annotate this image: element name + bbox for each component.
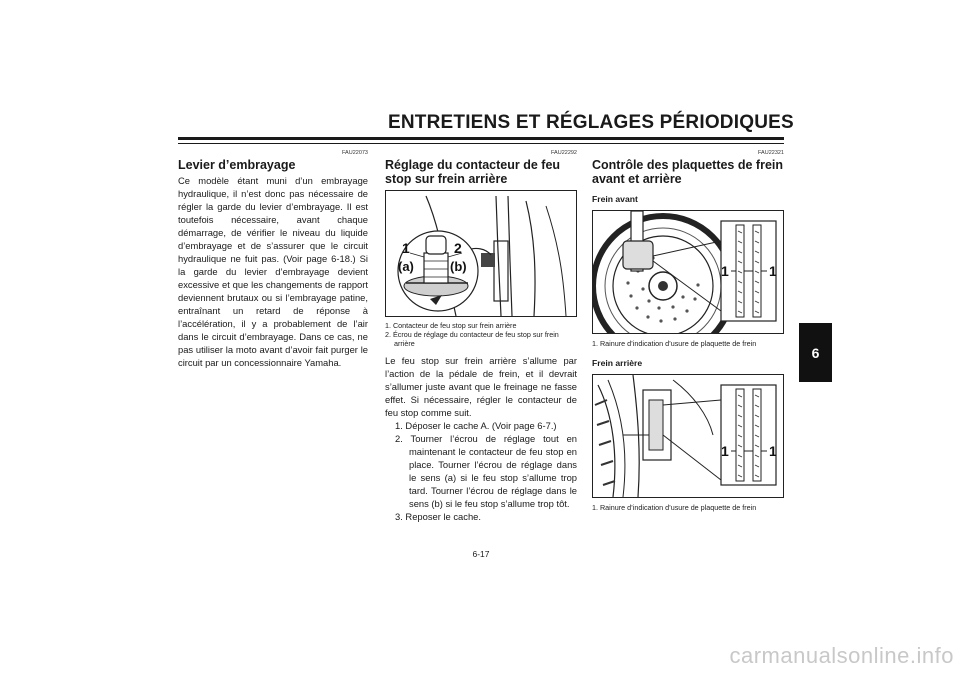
section-code: FAU22321 [758,150,784,156]
brake-switch-figure [385,190,577,317]
front-brake-illustration [593,211,783,333]
heading-line: stop sur frein arrière [385,172,508,186]
caption-item: 2. Écrou de réglage du contacteur de feu stop sur frein arrière [385,330,559,348]
caption-item: 1. Rainure d’indication d’usure de plaquette de frein [592,339,757,348]
heading-line: avant et arrière [592,172,682,186]
rear-brake-caption [592,503,784,512]
section-heading [592,158,784,186]
figure-label-a: (a) [398,259,414,274]
rear-label-right: 1 [769,443,777,459]
caption-item: 1. Contacteur de feu stop sur frein arrière [385,321,517,330]
rear-brake-illustration [593,375,783,497]
subheading-front-brake: Frein avant [592,194,638,204]
section-heading: Levier d’embrayage [178,158,296,172]
brake-switch-illustration [386,191,576,316]
chapter-tab: 6 [799,323,832,382]
figure-caption [385,321,577,348]
step-item: 2. Tourner l’écrou de réglage tout en maintenant le contacteur de feu stop en place. Tourner l’écrou de réglage dans le sens (a) si le feu stop s’allume trop tard. Tourner l’écrou de réglage dans le sens (b) si le feu stop s’allume trop tôt. [395,433,577,509]
section-heading [385,158,577,186]
section-brake-light-switch [385,150,577,523]
front-label-left: 1 [721,263,729,279]
section-body: Le feu stop sur frein arrière s’allume par l’action de la pédale de frein, et il devrait s’allumer juste avant que le freinage ne fasse effet. Si nécessaire, régler le contacteur de feu stop comme suit. [385,355,577,418]
front-brake-caption [592,339,784,348]
rear-brake-figure [592,374,784,498]
section-code: FAU22073 [342,150,368,156]
figure-label-2: 2 [454,240,462,256]
caption-item: 1. Rainure d’indication d’usure de plaquette de frein [592,503,757,512]
steps-list [385,419,577,523]
header-rule [178,137,784,140]
watermark: carmanualsonline.info [729,643,954,668]
step-item: 3. Reposer le cache. [395,511,481,522]
front-brake-figure [592,210,784,334]
step-item: 1. Déposer le cache A. (Voir page 6-7.) [395,420,557,431]
header-rule-thin [178,143,784,144]
section-code: FAU22292 [551,150,577,156]
heading-line: Réglage du contacteur de feu [385,158,561,172]
front-label-right: 1 [769,263,777,279]
page-number: 6-17 [472,549,490,559]
figure-label-b: (b) [450,259,467,274]
section-clutch-lever [178,150,368,369]
rear-label-left: 1 [721,443,729,459]
figure-label-1: 1 [402,240,410,256]
section-body: Ce modèle étant muni d’un embrayage hydraulique, il n’est donc pas nécessaire de régler la garde du levier d’embrayage. Il est toutefois nécessaire, avant chaque démarrage, de vérifier le niveau du liquide d’embrayage et de s’assurer que le circuit hydraulique ne fuit pas. (Voir page 6-18.) Si la garde du levier d’embrayage devient excessive et que les changements de rapport deviennent brutaux ou si l’embrayage patine, entraînant un retard de réponse à l’accélération, il y a probablement de l’air dans le circuit d’embrayage. Dans ce cas, ne pas utiliser la moto avant d’avoir fait purger le circuit par un concessionnaire Yamaha. [178,175,368,368]
heading-line: Contrôle des plaquettes de frein [592,158,784,172]
section-brake-pads [592,150,784,512]
subheading-rear-brake: Frein arrière [592,358,643,368]
page-title: ENTRETIENS ET RÉGLAGES PÉRIODIQUES [388,112,794,133]
